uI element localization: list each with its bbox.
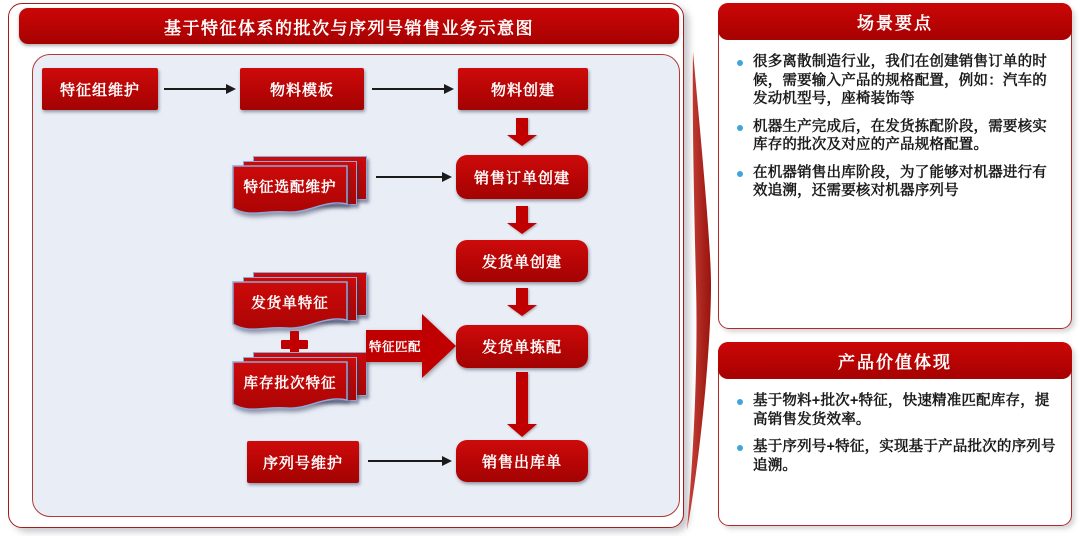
node-label: 库存批次特征 bbox=[243, 375, 337, 392]
node-label: 发货单创建 bbox=[481, 253, 562, 271]
bullet-text: 很多离散制造行业，我们在创建销售订单的时候，需要输入产品的规格配置，例如：汽车的发动机型号，座椅装饰等 bbox=[753, 54, 1047, 108]
node-material-template bbox=[240, 68, 364, 110]
feature-match-arrow bbox=[366, 312, 458, 380]
node-label: 物料模板 bbox=[269, 81, 334, 99]
panel-scenario-body bbox=[719, 44, 1071, 328]
bullet-dot bbox=[737, 125, 743, 131]
arrow-serial-to-outbound bbox=[368, 460, 450, 462]
down-arrow-icon bbox=[507, 288, 537, 316]
panel-product-value-body bbox=[719, 383, 1071, 525]
bullet-item bbox=[731, 438, 1057, 475]
bullet-item bbox=[731, 118, 1057, 155]
bullet-dot bbox=[737, 60, 743, 66]
bullet-item bbox=[731, 392, 1057, 429]
diagram-title: 基于特征体系的批次与序列号销售业务示意图 bbox=[164, 18, 534, 38]
panel-title: 产品价值体现 bbox=[838, 353, 952, 372]
node-delivery-note-creation bbox=[456, 240, 588, 282]
node-sales-outbound-order bbox=[456, 440, 588, 482]
bullet-dot bbox=[737, 399, 743, 405]
diagram-title-bar bbox=[19, 8, 679, 44]
bullet-text: 基于物料+批次+特征，快速精准匹配库存，提高销售发货效率。 bbox=[753, 393, 1050, 428]
arrow-feature-group-to-template bbox=[164, 88, 234, 90]
node-label: 特征选配维护 bbox=[243, 179, 337, 196]
bullet-text: 机器生产完成后，在发货拣配阶段，需要核实库存的批次及对应的产品规格配置。 bbox=[753, 118, 1047, 154]
down-arrow-long-icon bbox=[507, 372, 537, 437]
stack-feature-option-maintenance bbox=[233, 156, 369, 220]
arrow-template-to-creation bbox=[372, 88, 452, 90]
node-delivery-note-picking bbox=[456, 325, 588, 368]
panel-scenario-points bbox=[718, 3, 1072, 329]
stack-inventory-batch-features bbox=[233, 352, 369, 416]
node-label: 发货单特征 bbox=[251, 295, 329, 312]
down-arrow-icon bbox=[507, 118, 537, 146]
bullet-text: 在机器销售出库阶段，为了能够对机器进行有效追溯，还需要核对机器序列号 bbox=[753, 164, 1047, 200]
node-label: 发货单拣配 bbox=[481, 339, 562, 356]
panel-scenario-header bbox=[718, 3, 1072, 40]
bullet-dot bbox=[737, 445, 743, 451]
node-feature-group-maintenance bbox=[42, 68, 158, 110]
node-sales-order-creation bbox=[456, 155, 588, 199]
node-label: 销售订单创建 bbox=[473, 169, 570, 187]
curved-divider-shape bbox=[686, 52, 716, 530]
node-label: 序列号维护 bbox=[262, 454, 343, 472]
panel-title: 场景要点 bbox=[857, 14, 933, 33]
node-serial-number-maintenance bbox=[247, 441, 359, 483]
panel-product-value bbox=[718, 342, 1072, 526]
node-label: 物料创建 bbox=[490, 81, 555, 99]
down-arrow-icon bbox=[507, 206, 537, 234]
panel-product-value-header bbox=[718, 342, 1072, 379]
bullet-item bbox=[731, 53, 1057, 109]
bullet-dot bbox=[737, 171, 743, 177]
node-label: 特征组维护 bbox=[59, 81, 140, 99]
arrow-option-to-sales-order bbox=[376, 176, 450, 178]
node-material-creation bbox=[458, 68, 588, 110]
feature-match-label: 特征匹配 bbox=[368, 340, 421, 354]
bullet-text: 基于序列号+特征，实现基于产品批次的序列号追溯。 bbox=[753, 439, 1056, 474]
bullet-item bbox=[731, 164, 1057, 201]
node-label: 销售出库单 bbox=[481, 453, 562, 471]
stack-delivery-note-features bbox=[233, 272, 369, 336]
